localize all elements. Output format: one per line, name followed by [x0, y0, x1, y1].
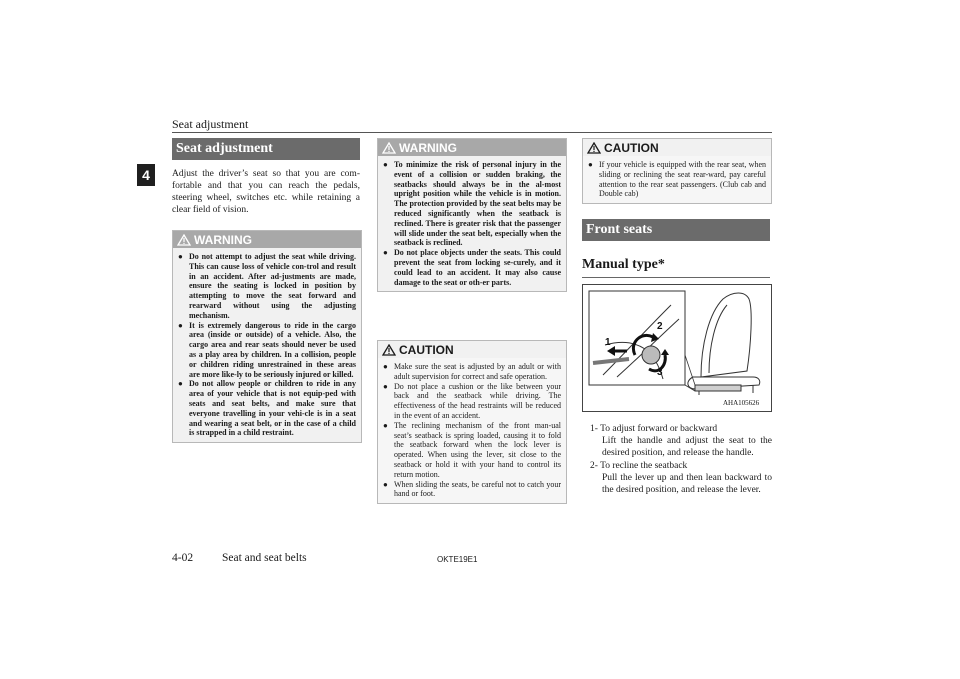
- warning-header: [173, 231, 361, 248]
- callout-3: 3: [657, 367, 663, 378]
- caution-label: CAUTION: [399, 342, 454, 357]
- subsection-title: Manual type*: [582, 257, 665, 272]
- running-head: Seat adjustment: [172, 117, 249, 131]
- bullet-icon: ●: [178, 320, 183, 330]
- callout-1: 1: [605, 337, 611, 348]
- step-desc: Pull the lever up and then lean backward to the desired position, and release the lever.: [602, 472, 772, 496]
- list-item: ● It is extremely dangerous to ride in the cargo area (inside or outside) of a vehicle. Also, the cargo area and rear seats should never be used as a play area by children. In a collision, people or children riding unrestrained in these areas are more like-ly to be seriously injured or killed.: [178, 320, 356, 379]
- caution-box-1: [377, 340, 567, 504]
- warning-triangle-icon: [382, 142, 396, 154]
- warning-triangle-icon: [177, 234, 191, 246]
- chapter-tab: 4: [137, 164, 155, 186]
- list-item: ● Do not place objects under the seats. This could prevent the seat from locking se-curely, and it could lead to an accident. It may also cause damage to the seat or oth-er parts.: [383, 248, 561, 287]
- step-item: [590, 460, 772, 497]
- list-item: ● Do not allow people or children to ride in any area of your vehicle that is not equip-ped with seats and seat belts, and make sure that everyone travelling in your vehi-cle is in a seat and wearing a seat belt, or in the case of a child is strapped in a child restraint.: [178, 379, 356, 438]
- caution-list: [583, 156, 771, 203]
- warning-header: [378, 139, 566, 156]
- caution-triangle-icon: [587, 142, 601, 154]
- bullet-icon: ●: [383, 160, 388, 169]
- footer-section-title: Seat and seat belts: [222, 552, 307, 564]
- step-item: [590, 423, 772, 460]
- caution-triangle-icon: [382, 344, 396, 356]
- bullet-icon: ●: [588, 160, 593, 169]
- bullet-icon: ●: [383, 248, 388, 258]
- step-title: 1- To adjust forward or backward: [590, 424, 718, 434]
- bullet-icon: ●: [178, 379, 183, 389]
- seat-drawing: [583, 285, 771, 411]
- step-title: 2- To recline the seatback: [590, 460, 688, 471]
- bullet-icon: ●: [383, 479, 388, 489]
- bullet-icon: ●: [178, 252, 183, 261]
- step-desc: Lift the handle and adjust the seat to the desired position, and release the handle.: [602, 436, 772, 459]
- page-number: 4-02: [172, 552, 194, 564]
- warning-label: WARNING: [399, 140, 457, 155]
- caution-header: [378, 341, 566, 358]
- warning-label: WARNING: [194, 232, 252, 247]
- list-item: ● Do not place a cushion or the like between your back and the seatback while driving. The effectiveness of the head restraints will be reduced in the event of an accident.: [383, 381, 561, 420]
- caution-list: [378, 358, 566, 503]
- bullet-icon: ●: [383, 381, 388, 391]
- section-title-front-seats: Front seats: [582, 219, 770, 241]
- list-item: ● The reclining mechanism of the front man-ual seat’s seatback is spring loaded, causing it to fold the seatback forward when the lock lever is operated. When using the lever, sit close to the seatback or hold it with your hand to control its return motion.: [383, 420, 561, 479]
- bullet-icon: ●: [383, 420, 388, 430]
- caution-label: CAUTION: [604, 140, 659, 155]
- caution-box-2: [582, 138, 772, 204]
- illustration-code: AHA105626: [723, 399, 760, 407]
- list-item: ● Do not attempt to adjust the seat while driving. This can cause loss of vehicle con-trol and result in an accident. After ad-justments are made, ensure the seating is locked in position by attempting to move the seat forward and rearward without using the adjusting mechanism.: [178, 252, 356, 320]
- warning-list: [378, 156, 566, 291]
- section-title-seat-adjustment: Seat adjustment: [172, 138, 360, 160]
- list-item: ● When sliding the seats, be careful not to catch your hand or foot.: [383, 479, 561, 499]
- document-code: OKTE19E1: [437, 555, 478, 564]
- bullet-icon: ●: [383, 362, 388, 371]
- warning-list: [173, 248, 361, 442]
- step-list: [590, 423, 772, 496]
- callout-2: 2: [657, 321, 663, 332]
- subsection-rule: [582, 277, 770, 278]
- caution-header: [583, 139, 771, 156]
- intro-paragraph: Adjust the driver’s seat so that you are com-fortable and that you can reach the pedals, steering wheel, switches etc. while retaining a clear field of vision.: [172, 169, 360, 215]
- list-item: ● Make sure the seat is adjusted by an adult or with adult supervision for correct and safe operation.: [383, 362, 561, 381]
- seat-illustration: [582, 284, 772, 412]
- list-item: ● To minimize the risk of personal injury in the event of a collision or sudden braking, the seatbacks should always be in the al-most upright position while the vehicle is in motion. The protection provided by the seat belts may be reduced significantly when the seatback is reclined. There is greater risk that the passenger will slide under the seat belt, especially when the seatback is reclined.: [383, 160, 561, 248]
- warning-box-1: [172, 230, 362, 443]
- warning-box-2: [377, 138, 567, 292]
- header-rule: [172, 132, 772, 133]
- list-item: ● If your vehicle is equipped with the rear seat, when sliding or reclining the seat rear-ward, pay careful attention to the rear seat passengers. (Club cab and Double cab): [588, 160, 766, 199]
